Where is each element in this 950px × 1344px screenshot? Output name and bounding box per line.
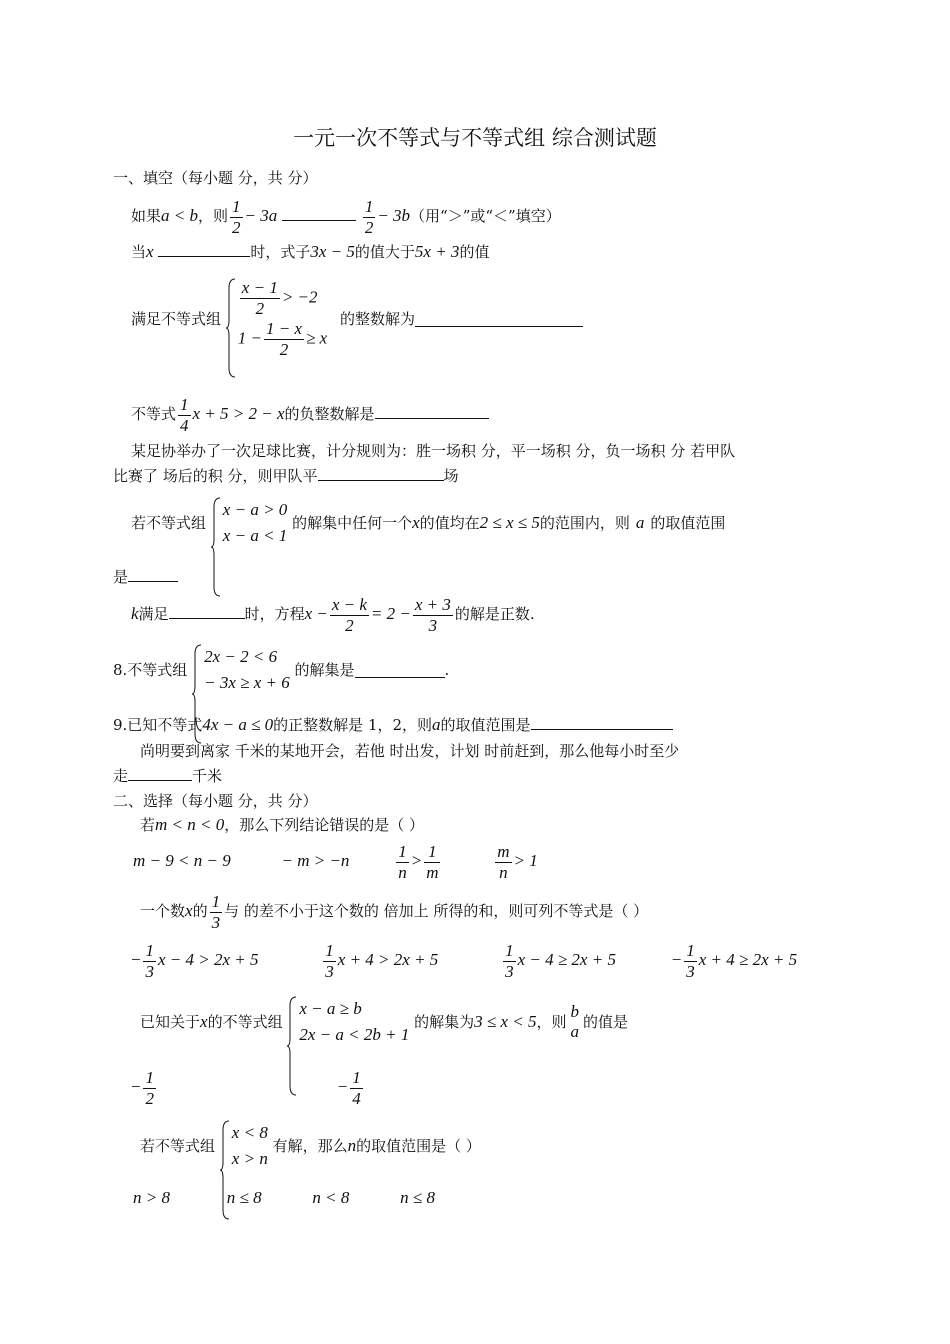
left-brace-icon xyxy=(211,497,221,597)
option-c[interactable]: $\frac{1}{n}$ > $\frac{1}{m}$ xyxy=(398,841,439,882)
answer-blank[interactable] xyxy=(531,715,673,730)
inequality-system: 2x − 2 < 6 − 3x ≥ x + 6 xyxy=(192,644,290,696)
answer-blank[interactable] xyxy=(318,466,444,481)
option-a[interactable]: − $\frac{1}{3}$ x − 4 > 2x + 5 xyxy=(130,940,259,981)
inequality-system: x − a ≥ b 2x − a < 2b + 1 xyxy=(287,996,409,1048)
choice-question-2: 一个数x的 $\frac{1}{3}$ 与 的差不小于这个数的 倍加上 所得的和，则可列不等式是（ ） xyxy=(140,891,649,932)
inequality-system: x − a > 0 x − a < 1 xyxy=(211,497,288,549)
question-1: 如果a < b，则 $\frac{1}{2}$ − 3a $\frac{1}{2}$ − 3b（用“＞”或“＜”填空） xyxy=(131,196,561,237)
option-c[interactable]: $\frac{1}{3}$ x − 4 ≥ 2x + 5 xyxy=(505,940,616,981)
choice-question-3: 已知关于x的不等式组 x − a ≥ b 2x − a < 2b + 1 的解集为3 ≤ x < 5，则 b a 的值是 xyxy=(140,996,628,1048)
choice-3-options xyxy=(130,1064,365,1110)
choice-2-options xyxy=(130,937,797,983)
option-b[interactable]: n ≤ 8 xyxy=(226,1188,262,1207)
page-title: 一元一次不等式与不等式组 综合测试题 xyxy=(293,126,657,150)
answer-blank[interactable] xyxy=(375,404,489,419)
inequality-system: $\frac{x - 1}{2}$ > −2 1 − $\frac{1 - x}{2}$ ≥ x xyxy=(226,278,327,360)
option-d[interactable]: − $\frac{1}{3}$ x + 4 ≥ 2x + 5 xyxy=(670,940,798,981)
choice-1-options xyxy=(133,838,538,884)
fraction-half: $\frac{1}{2}$ xyxy=(364,196,374,237)
question-8: 8.不等式组 2x − 2 < 6 − 3x ≥ x + 6 的解集是 . xyxy=(113,644,449,696)
answer-blank[interactable] xyxy=(355,663,445,678)
option-a[interactable]: m − 9 < n − 9 xyxy=(133,851,231,870)
question-4: 不等式 $\frac{1}{4}$ x + 5 > 2 − x的负整数解是 xyxy=(131,392,489,436)
answer-blank[interactable] xyxy=(128,567,178,582)
question-7: k满足 时，方程x − $\frac{x - k}{2}$ = 2 − $\frac{x + 3}{3}$ 的解是正数. xyxy=(131,594,535,635)
question-6-line-2: 是 xyxy=(113,566,178,588)
option-d[interactable]: $\frac{m}{n}$ > 1 xyxy=(497,841,538,882)
question-9: 9.已知不等式4x − a ≤ 0的正整数解是 1，2，则a的取值范围是 xyxy=(113,714,673,736)
left-brace-icon xyxy=(226,278,236,378)
section-choice-heading: 二、选择（每小题 分，共 分） xyxy=(113,792,318,810)
option-a[interactable]: n > 8 xyxy=(133,1188,170,1207)
answer-blank[interactable] xyxy=(158,242,250,257)
question-5-line-2: 比赛了 场后的积 分，则甲队平 场 xyxy=(113,467,459,485)
answer-blank[interactable] xyxy=(169,604,245,619)
question-3: 满足不等式组 $\frac{x - 1}{2}$ > −2 1 − $\frac{1 - x}{2}$ ≥ x 的整数解为 xyxy=(131,278,583,360)
answer-blank[interactable] xyxy=(282,206,356,221)
fraction-half: $\frac{1}{2}$ xyxy=(232,196,241,237)
inequality-system: x < 8 x > n xyxy=(220,1120,268,1172)
option-b[interactable]: $\frac{1}{3}$ x + 4 > 2x + 5 xyxy=(325,940,439,981)
choice-question-4: 若不等式组 x < 8 x > n 有解，那么n的取值范围是（ ） xyxy=(140,1120,481,1172)
option-d[interactable]: n ≤ 8 xyxy=(400,1188,435,1207)
question-10-line-2: 走 千米 xyxy=(113,767,223,785)
question-5-line-1: 某足协举办了一次足球比赛，计分规则为：胜一场积 分，平一场积 分，负一场积 分 若甲队 xyxy=(131,442,736,460)
question-10-line-1: 尚明要到离家 千米的某地开会，若他 时出发，计划 时前赶到，那么他每小时至少 xyxy=(140,742,680,760)
choice-4-options xyxy=(133,1187,435,1209)
answer-blank[interactable] xyxy=(415,312,583,327)
section-fill-blank-heading: 一、填空（每小题 分，共 分） xyxy=(113,169,318,187)
option-c[interactable]: n < 8 xyxy=(312,1188,350,1207)
question-6: 若不等式组 x − a > 0 x − a < 1 的解集中任何一个x的值均在2 ≤ x ≤ 5的范围内，则 a 的取值范围 xyxy=(131,497,725,549)
option-a[interactable]: − $\frac{1}{2}$ xyxy=(130,1067,154,1108)
option-b[interactable]: − $\frac{1}{4}$ xyxy=(336,1067,361,1108)
choice-question-1: 若m < n < 0，那么下列结论错误的是（ ） xyxy=(140,815,425,834)
answer-blank[interactable] xyxy=(128,766,192,781)
question-2: 当x 时，式子3x − 5的值大于5x + 3的值 xyxy=(131,242,490,261)
option-b[interactable]: − m > −n xyxy=(281,851,350,870)
